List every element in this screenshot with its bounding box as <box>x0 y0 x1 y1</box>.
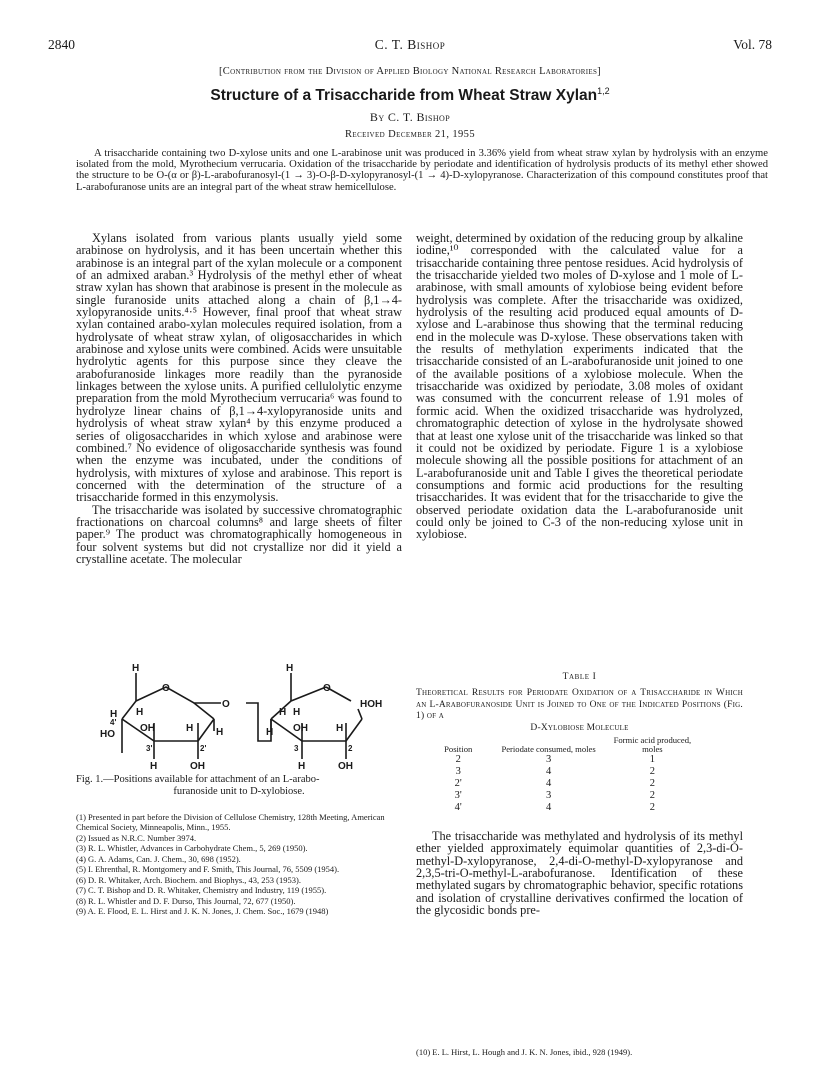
atom-label: OH <box>190 761 205 771</box>
figure-caption <box>76 774 402 798</box>
ring-bond <box>198 719 214 741</box>
footnotes <box>76 812 402 917</box>
byline: By C. T. Bishop <box>369 110 451 124</box>
table-cell: 2 <box>649 802 655 813</box>
title-footnote-ref: 1,2 <box>597 86 610 96</box>
table-cell: 2 <box>455 754 461 765</box>
column-header: Position <box>444 744 473 754</box>
table-caption-main: Theoretical Results for Periodate Oxidation of a Trisaccharide in Which an L-Arabofuranoside Unit is Joined to One of the Indicated Positions (Fig. 1) of a <box>416 688 743 721</box>
position-label: 4' <box>110 718 117 727</box>
atom-label: H <box>132 663 140 674</box>
ring-bond <box>291 687 326 701</box>
contribution-line: [Contribution from the Division of Applied Biology National Research Laboratories] <box>219 66 601 77</box>
footnote: (8) R. L. Whistler and D. F. Durso, This Journal, 72, 677 (1950). <box>76 895 296 906</box>
position-label: 3' <box>146 744 153 753</box>
atom-label: H <box>286 663 294 674</box>
atom-label: H <box>110 709 118 720</box>
table-label: Table I <box>562 672 597 682</box>
right-column <box>416 232 743 541</box>
atom-label: H <box>336 723 344 734</box>
footnote: (9) A. E. Flood, E. L. Hirst and J. K. N. Jones, J. Chem. Soc., 1679 (1948) <box>76 906 329 917</box>
footnote: (7) C. T. Bishop and D. R. Whitaker, Chemistry and Industry, 119 (1955). <box>76 885 327 896</box>
atom-label: HO <box>100 729 115 740</box>
footnote: (5) I. Ehrenthal, R. Montgomery and F. Smith, This Journal, 76, 5509 (1954). <box>76 864 340 875</box>
page-number: 2840 <box>48 37 75 52</box>
atom-label: H <box>293 707 301 718</box>
atom-label: H <box>216 727 224 738</box>
atom-label: O <box>222 699 230 710</box>
atom-label: O <box>162 683 170 694</box>
table-row <box>422 802 702 814</box>
paragraph: weight, determined by oxidation of the reducing group by alkaline iodine,¹⁰ corresponded with the calculated value for a trisaccharide containing three pentose residues. Acid hydrolysis of the trisaccharide yielded two moles of D-xylose and 1 mole of L-arabinose, with small amounts of xylobiose being evident before hydrolysis was complete. After the trisaccharide was oxidized, hydrolysis of the resulting acid produced equal amounts of D-xylose and L-arabinose thus showing that the terminal reducing end in the molecule was D-xylose. These observations taken with the results of methylation experiments indicated that the trisaccharide consisted of an L-arabofuranoside unit joined to one of the available positions of a xylobiose molecule. When the trisaccharide was oxidized by periodate, 3.08 moles of oxidant was consumed with the concurrent release of 1.91 moles of formic acid. When the oxidized trisaccharide was hydrolyzed, chromatographic detection of xylose in the hydrolysate showed that at least one xylose unit of the trisaccharide was linked so that it could not be oxidized by periodate. Figure 1 is a xylobiose molecule showing all the possible positions for attachment of an L-arabofuranoside unit and Table I gives the theoretical periodate consumptions and formic acid productions for the resulting trisaccharides. It was evident that for the trisaccharide to give the observed periodate oxidation data the L-arabofuranoside unit could only be joined to C-3 of the non-reducing xylose unit in xylobiose. <box>416 231 743 542</box>
table-cell: 2 <box>649 790 655 801</box>
table-cell: 4 <box>545 778 552 789</box>
footnote: (1) Presented in part before the Division of Cellulose Chemistry, 128th Meeting, American Chemical Society, Minneapolis, Minn., 1955. <box>76 812 385 833</box>
footnote: (2) Issued as N.R.C. Number 3974. <box>76 832 197 843</box>
table-cell: 3 <box>455 766 461 777</box>
xylobiose-structure-figure <box>96 661 396 771</box>
ring-bond <box>136 687 221 703</box>
table-row <box>422 778 702 790</box>
table-row <box>422 754 702 766</box>
atom-label: H <box>186 723 194 734</box>
position-label: 3 <box>294 744 299 753</box>
paragraph: Xylans isolated from various plants usually yield some arabinose on hydrolysis, and it has been uncertain whether this arabinose is an integral part of the xylan molecule or a component of an admixed araban.³ Hydrolysis of the methyl ether of wheat straw xylan has shown that arabinose is present in the molecule as single furanoside units attached along a chain of β,1→4-xylopyranoside units.⁴·⁵ However, final proof that wheat straw xylan contained arabo-xylan molecules required isolation, from a hydrolysate of wheat straw xylan, of oligosaccharides in which arabinose and xylose units were combined. Acids were unsuitable hydrolytic agents for this purpose since they cleave the arabofuranoside linkages more readily than the pyranoside linkages between the xylose units. A purified cellulolytic enzyme preparation from the mold Myrothecium verrucaria⁶ was found to hydrolyze linear chains of β,1→4-xylopyranoside units and hydrolysis of wheat straw xylan⁴ by this enzyme produced a series of oligosaccharides in which xylose and arabinose were combined.⁷ No evidence of oligosaccharide synthesis was found when the enzyme was incubated, under the conditions of hydrolysis, with mixtures of xylose and arabinose. This report is concerned with the determination of the structure of a trisaccharide formed in this enzymolysis. <box>76 231 402 505</box>
table-cell: 2 <box>649 778 655 789</box>
paragraph: The trisaccharide was isolated by successive chromatographic fractionations on charcoal columns⁸ and large sheets of filter paper.⁹ The product was chromatographically homogeneous in four solvent systems but did not crystallize nor did it yield a crystalline acetate. The molecular <box>76 502 402 566</box>
atom-label: H <box>266 727 274 738</box>
footnote: (3) R. L. Whistler, Advances in Carbohydrate Chem., 5, 269 (1950). <box>76 843 308 854</box>
abstract: A trisaccharide containing two D-xylose units and one L-arabinose unit was produced in 3.36% yield from wheat straw xylan by hydrolysis with an enzyme isolated from the mold, Myrothecium verrucaria. Oxidation of the trisaccharide by periodate and identification of hydrolysis products of its methyl ether showed the structure to be O-(α or β)-L-arabofuranosyl-(1 → 3)-O-β-D-xylopyranosyl-(1 → 4)-D-xylopyranose. Characterization of this compound constitutes proof that L-arabofuranose units are an integral part of the wheat straw hemicellulose. <box>76 148 768 193</box>
column-header: Periodate consumed, moles <box>501 744 596 754</box>
atom-label: OH <box>338 761 353 771</box>
atom-label: HOH <box>360 699 383 710</box>
ring-bond <box>346 719 362 741</box>
table-caption <box>416 688 743 734</box>
position-label: 2' <box>200 744 207 753</box>
table-cell: 2' <box>454 778 462 789</box>
column-header: Formic acid produced, moles <box>613 735 692 754</box>
volume-number: Vol. 78 <box>733 37 772 52</box>
atom-label: O <box>323 683 331 694</box>
table-cell: 4 <box>545 802 552 813</box>
table-cell: 2 <box>649 766 655 777</box>
ring-bond <box>358 709 362 719</box>
position-label: 2 <box>348 744 353 753</box>
table-cell: 3 <box>545 754 552 765</box>
title-text: Structure of a Trisaccharide from Wheat Straw Xylan <box>210 87 598 105</box>
running-head <box>48 37 772 53</box>
caption-line: Fig. 1.—Positions available for attachment of an L-arabo- <box>76 774 320 785</box>
left-column <box>76 232 402 565</box>
atom-label: OH <box>293 723 308 734</box>
table-cell: 3' <box>454 790 462 801</box>
atom-label: H <box>136 707 144 718</box>
footnote: (4) G. A. Adams, Can. J. Chem., 30, 698 (1952). <box>76 853 241 864</box>
table-caption-last: D-Xylobiose Molecule <box>530 722 629 733</box>
table-cell: 4' <box>454 802 462 813</box>
table-row <box>422 790 702 802</box>
footnote: (6) D. R. Whitaker, Arch. Biochem. and Biophys., 43, 253 (1953). <box>76 874 301 885</box>
article-title <box>48 86 772 105</box>
ring-bond <box>194 703 214 719</box>
paragraph: The trisaccharide was methylated and hydrolysis of its methyl ether yielded approximately equimolar quantities of 2,3-di-O-methyl-D-xylopyranose, 2,4-di-O-methyl-D-xylopyranose and 2,3,5-tri-O-methyl-L-arabofuranose. Identification of these methylated sugars by chromatographic behavior, specific rotations and isolation of crystalline derivatives confirmed the location of the glycosidic bonds pre- <box>416 829 743 918</box>
atom-label: H <box>150 761 158 771</box>
running-author: C. T. Bishop <box>374 37 446 52</box>
atom-label: H <box>298 761 306 771</box>
ring-bond <box>122 701 136 719</box>
received-date: Received December 21, 1955 <box>345 129 475 140</box>
table-header-row <box>422 736 702 754</box>
footnote: (10) E. L. Hirst, L. Hough and J. K. N. Jones, ibid., 928 (1949). <box>416 1047 633 1057</box>
caption-line: furanoside unit to D-xylobiose. <box>173 786 305 797</box>
right-column-continued <box>416 830 743 916</box>
results-table <box>422 736 702 814</box>
table-cell: 3 <box>545 790 552 801</box>
atom-label: OH <box>140 723 155 734</box>
atom-label: H <box>279 707 287 718</box>
table-row <box>422 766 702 778</box>
table-1 <box>416 672 743 814</box>
table-cell: 4 <box>545 766 552 777</box>
table-cell: 1 <box>649 754 655 765</box>
